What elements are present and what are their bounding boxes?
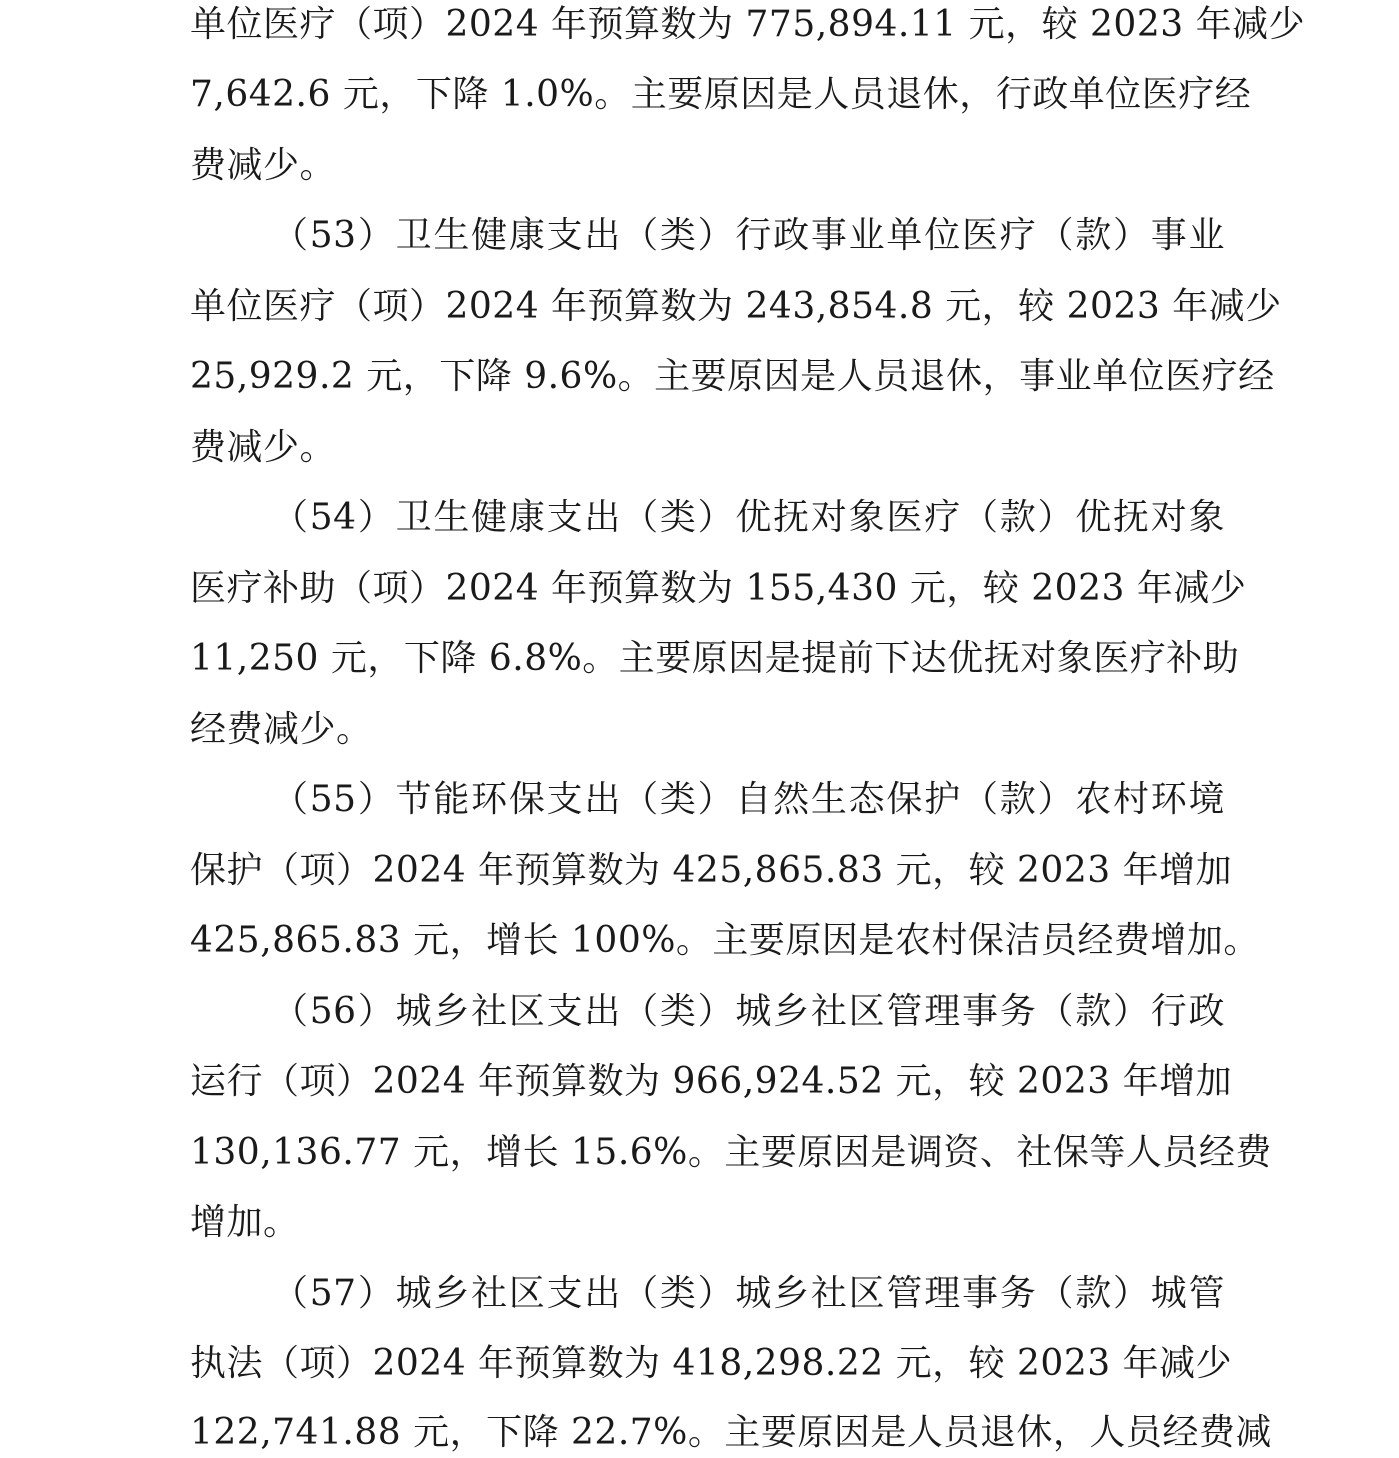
paragraph-55-line: （55）节能环保支出（类）自然生态保护（款）农村环境 <box>272 779 1225 820</box>
text-line: 增加。 <box>190 1202 300 1243</box>
text-line: 医疗补助（项）2024 年预算数为 155,430 元，较 2023 年减少 <box>190 568 1247 609</box>
text-line: 保护（项）2024 年预算数为 425,865.83 元，较 2023 年增加 <box>190 850 1233 891</box>
paragraph-54-line: （54）卫生健康支出（类）优抚对象医疗（款）优抚对象 <box>272 497 1225 538</box>
text-line: 425,865.83 元，增长 100%。主要原因是农村保洁员经费增加。 <box>190 920 1260 961</box>
paragraph-56-line: （56）城乡社区支出（类）城乡社区管理事务（款）行政 <box>272 991 1225 1032</box>
text-line: 130,136.77 元，增长 15.6%。主要原因是调资、社保等人员经费 <box>190 1132 1272 1173</box>
paragraph-53-line: （53）卫生健康支出（类）行政事业单位医疗（款）事业 <box>272 215 1225 256</box>
text-line: 单位医疗（项）2024 年预算数为 775,894.11 元，较 2023 年减少 <box>190 4 1306 45</box>
text-line: 单位医疗（项）2024 年预算数为 243,854.8 元，较 2023 年减少 <box>190 286 1282 327</box>
text-line: 运行（项）2024 年预算数为 966,924.52 元，较 2023 年增加 <box>190 1061 1233 1102</box>
text-line: 122,741.88 元，下降 22.7%。主要原因是人员退休，人员经费减 <box>190 1412 1272 1453</box>
text-line: 11,250 元，下降 6.8%。主要原因是提前下达优抚对象医疗补助 <box>190 638 1240 679</box>
text-line: 费减少。 <box>190 145 337 186</box>
text-line: 经费减少。 <box>190 709 373 750</box>
text-line: 7,642.6 元，下降 1.0%。主要原因是人员退休，行政单位医疗经 <box>190 74 1252 115</box>
text-line: 25,929.2 元，下降 9.6%。主要原因是人员退休，事业单位医疗经 <box>190 356 1275 397</box>
paragraph-57-line: （57）城乡社区支出（类）城乡社区管理事务（款）城管 <box>272 1273 1225 1314</box>
text-line: 执法（项）2024 年预算数为 418,298.22 元，较 2023 年减少 <box>190 1343 1233 1384</box>
text-line: 费减少。 <box>190 427 337 468</box>
